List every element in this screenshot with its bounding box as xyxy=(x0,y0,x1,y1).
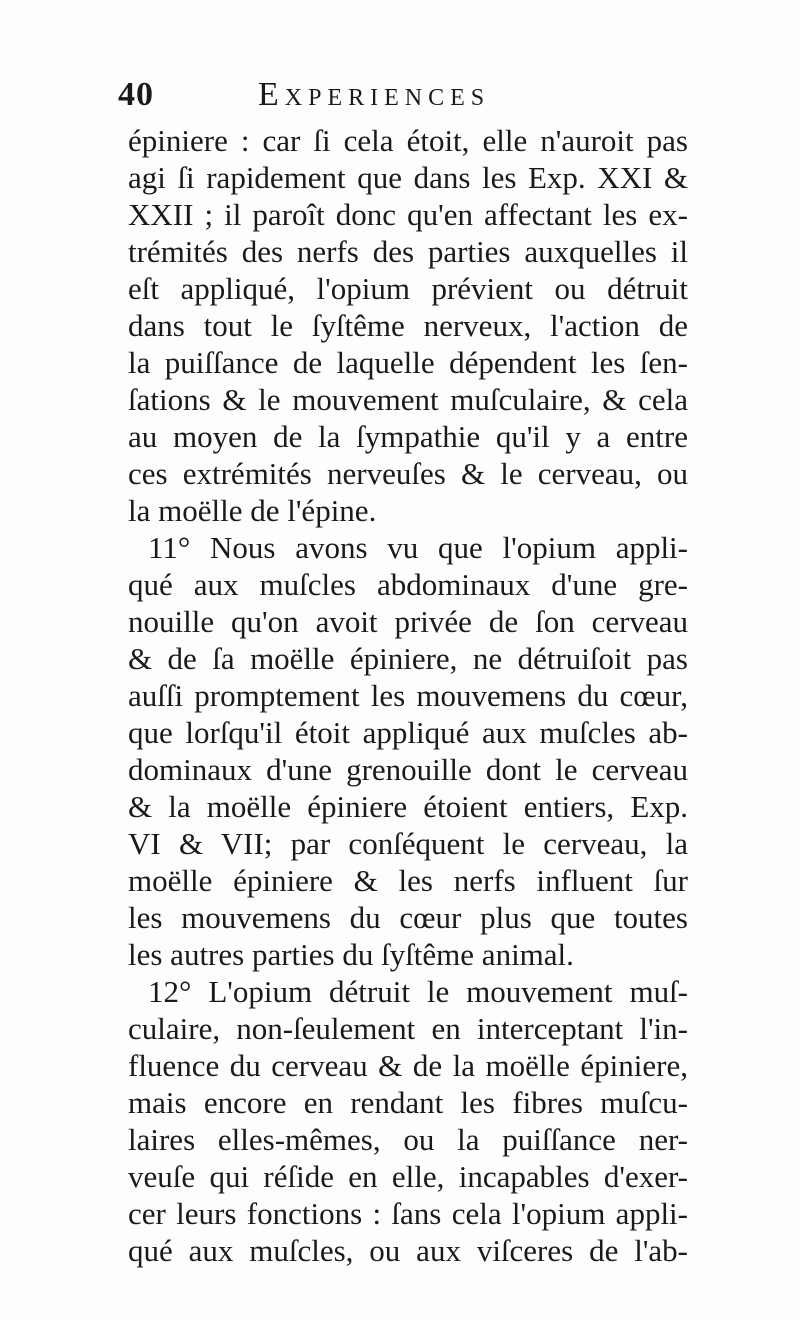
text-line: qué aux muſcles, ou aux viſceres de l'ab- xyxy=(128,1233,688,1268)
text-line: agi ſi rapidement que dans les Exp. XXI & xyxy=(128,160,688,195)
text-line: cer leurs fonctions : ſans cela l'opium appli- xyxy=(128,1196,688,1231)
paragraph-start-line: 11° Nous avons vu que l'opium appli- xyxy=(148,530,688,565)
text-line: mais encore en rendant les fibres muſcu- xyxy=(128,1085,688,1120)
text-line: moëlle épiniere & les nerfs influent ſur xyxy=(128,863,688,898)
text-line: les autres parties du ſyſtême animal. xyxy=(128,937,574,972)
text-line: ces extrémités nerveuſes & le cerveau, ou xyxy=(128,456,688,491)
text-line: épiniere : car ſi cela étoit, elle n'auroit pas xyxy=(128,123,688,158)
text-line: nouille qu'on avoit privée de ſon cerveau xyxy=(128,604,688,639)
text-line: la puiſſance de laquelle dépendent les ſen- xyxy=(128,345,688,380)
text-line: laires elles-mêmes, ou la puiſſance ner- xyxy=(128,1122,688,1157)
text-line: les mouvemens du cœur plus que toutes xyxy=(128,900,688,935)
text-line: veuſe qui réſide en elle, incapables d'exer- xyxy=(128,1159,688,1194)
text-line: trémités des nerfs des parties auxquelles il xyxy=(128,234,688,269)
text-line: au moyen de la ſympathie qu'il y a entre xyxy=(128,419,688,454)
text-line: dominaux d'une grenouille dont le cerveau xyxy=(128,752,688,787)
text-line: qué aux muſcles abdominaux d'une gre- xyxy=(128,567,688,602)
text-line: XXII ; il paroît donc qu'en affectant les ex- xyxy=(128,197,688,232)
text-line: VI & VII; par conſéquent le cerveau, la xyxy=(128,826,688,861)
text-line: & de ſa moëlle épiniere, ne détruiſoit pas xyxy=(128,641,688,676)
text-line: ſations & le mouvement muſculaire, & cela xyxy=(128,382,688,417)
text-line: fluence du cerveau & de la moëlle épiniere, xyxy=(128,1048,688,1083)
text-line: la moëlle de l'épine. xyxy=(128,493,377,528)
text-line: auſſi promptement les mouvemens du cœur, xyxy=(128,678,688,713)
text-line: eſt appliqué, l'opium prévient ou détruit xyxy=(128,271,688,306)
page-number: 40 xyxy=(118,76,154,113)
text-line: & la moëlle épiniere étoient entiers, Exp. xyxy=(128,789,688,824)
text-line: dans tout le ſyſtême nerveux, l'action de xyxy=(128,308,688,343)
paragraph-start-line: 12° L'opium détruit le mouvement muſ- xyxy=(148,974,688,1009)
running-title: Experiences xyxy=(258,76,491,113)
page-header xyxy=(118,72,678,122)
body-text xyxy=(128,122,688,1269)
text-line: que lorſqu'il étoit appliqué aux muſcles ab- xyxy=(128,715,688,750)
text-line: culaire, non-ſeulement en interceptant l'in- xyxy=(128,1011,688,1046)
